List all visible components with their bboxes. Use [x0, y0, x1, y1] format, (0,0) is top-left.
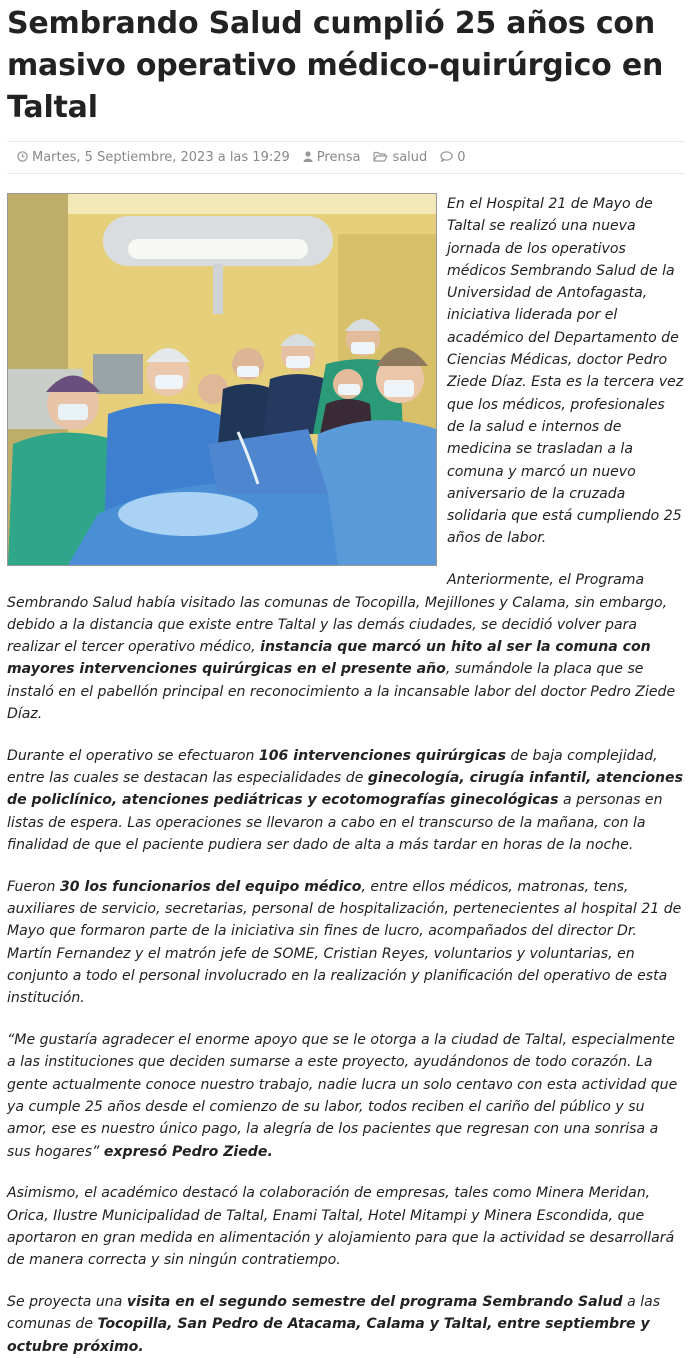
user-icon [303, 151, 313, 165]
article-body [7, 193, 685, 1358]
paragraph-3: Durante el operativo se efectuaron 106 intervenciones quirúrgicas de baja complejidad, entre las cuales se destacan las especialidades de ginecología, cirugía infantil, atenciones de policlínico, atenciones pediátricas y ecotomografías ginecológicas a personas en listas de espera. Las operaciones se llevaron a cabo en el transcurso de la mañana, con la finalidad de que el paciente pudiera ser dado de alta a más tardar en horas de la noche. [7, 747, 684, 854]
meta-category-text[interactable]: salud [392, 150, 428, 165]
meta-author-text[interactable]: Prensa [316, 150, 361, 165]
paragraph-7: Se proyecta una visita en el segundo semestre del programa Sembrando Salud a las comunas de Tocopilla, San Pedro de Atacama, Calama y Taltal, entre septiembre y octubre próximo. [7, 1294, 661, 1355]
folder-icon [373, 151, 388, 165]
paragraph-5-quote: “Me gustaría agradecer el enorme apoyo que se le otorga a la ciudad de Taltal, especialmente a las instituciones que deciden sumarse a este proyecto, ayudándonos de todo corazón. La gente actualmente conoce nuestro trabajo, nadie lucra un solo centavo con esta actividad que ya cumple 25 años desde el comienzo de su labor, todos reciben el cariño del público y su amor, ese es nuestro único pago, la alegría de los pacientes que regresan con una sonrisa a sus hogares” expresó Pedro Ziede. [7, 1032, 678, 1160]
meta-comments-count[interactable]: 0 [457, 150, 466, 165]
paragraph-1: En el Hospital 21 de Mayo de Taltal se realizó una nueva jornada de los operativos médicos Sembrando Salud de la Universidad de Antofagasta, iniciativa liderada por el académico del Departamento de Ciencias Médicas, doctor Pedro Ziede Díaz. Esta es la tercera vez que los médicos, profesionales de la salud e internos de medicina se trasladan a la comuna y marcó un nuevo aniversario de la cruzada solidaria que está cumpliendo 25 años de labor. [447, 196, 684, 547]
article-title: Sembrando Salud cumplió 25 años con masivo operativo médico-quirúrgico en Taltal [7, 6, 664, 125]
meta-category[interactable] [373, 150, 427, 165]
paragraph-2: Anteriormente, el Programa Sembrando Salud había visitado las comunas de Tocopilla, Mejillones y Calama, sin embargo, debido a la distancia que existe entre Taltal y las demás ciudades, se decidió volver para realizar el tercer operativo médico, instancia que marcó un hito al ser la comuna con mayores intervenciones quirúrgicas en el presente año, sumándole la placa que se instaló en el pabellón principal en reconocimiento a la incansable labor del doctor Pedro Ziede Díaz. [7, 572, 676, 723]
meta-date [17, 150, 290, 165]
meta-author[interactable] [303, 150, 361, 165]
surgical-team-photo [8, 194, 436, 565]
comment-icon [440, 151, 453, 165]
meta-date-text: Martes, 5 Septiembre, 2023 a las 19:29 [32, 150, 290, 165]
article-photo [7, 193, 437, 566]
clock-icon [17, 151, 28, 165]
paragraph-4: Fueron 30 los funcionarios del equipo médico, entre ellos médicos, matronas, tens, auxiliares de servicio, secretarias, personal de hospitalización, pertenecientes al hospital 21 de Mayo que formaron parte de la iniciativa sin fines de lucro, acompañados del director Dr. Martín Fernandez y el matrón jefe de SOME, Cristian Reyes, voluntarios y voluntarias, en conjunto a todo el personal involucrado en la realización y planificación del operativo de esta institución. [7, 878, 682, 1007]
meta-comments[interactable] [440, 150, 465, 165]
article-meta [7, 141, 685, 174]
paragraph-6: Asimismo, el académico destacó la colaboración de empresas, tales como Minera Meridan, Orica, Ilustre Municipalidad de Taltal, Enami Taltal, Hotel Mitampi y Minera Escondida, que aportaron en gran medida en alimentación y alojamiento para que la actividad se desarrollará de manera correcta y sin ningún contratiempo. [7, 1185, 675, 1269]
